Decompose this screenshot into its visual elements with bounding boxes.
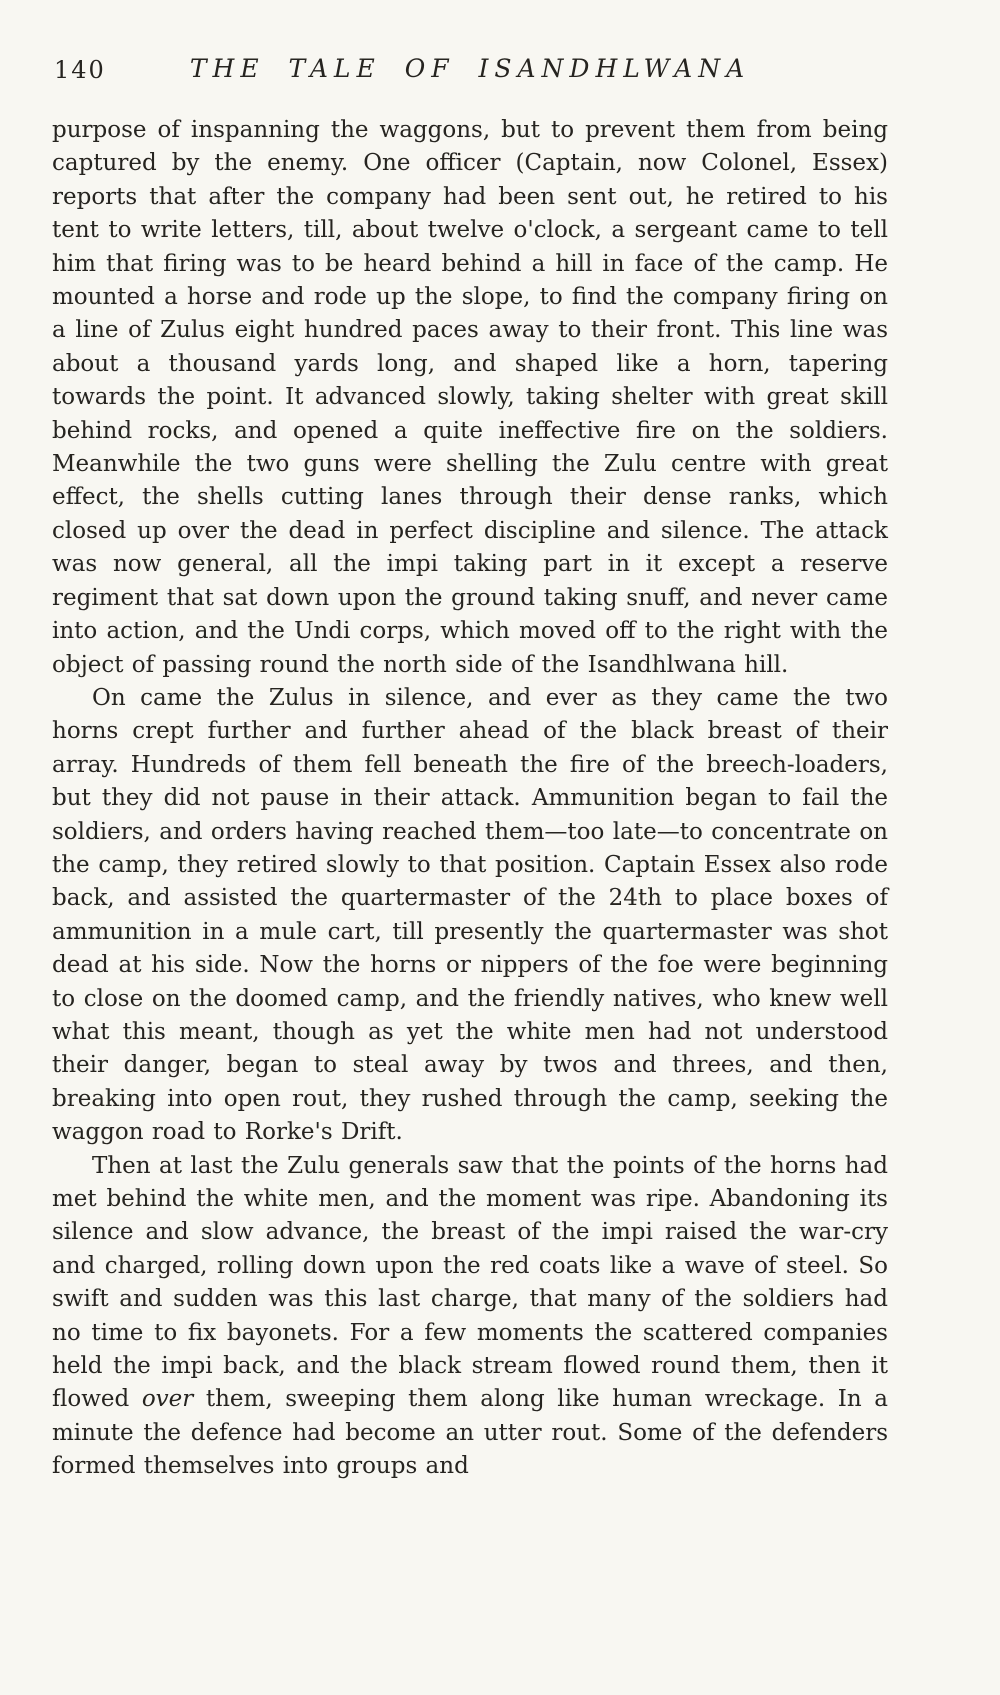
paragraph-1: purpose of inspanning the waggons, but to prevent them from being captured by the enemy. One officer (Captain, now Colonel, Essex) reports that after the company had been sent out, he retired to his tent to write letters, till, about twelve o'clock, a sergeant came to tell him that firing was to be heard behind a hill in face of the camp. He mounted a horse and rode up the slope, to find the company firing on a line of Zulus eight hundred paces away to their front. This line was about a thousand yards long, and shaped like a horn, tapering towards the point. It advanced slowly, taking shelter with great skill behind rocks, and opened a quite ineffective fire on the soldiers. Meanwhile the two guns were shelling the Zulu centre with great effect, the shells cutting lanes through their dense ranks, which closed up over the dead in perfect discipline and silence. The attack was now general, all the impi taking part in it except a reserve regiment that sat down upon the ground taking snuff, and never came into action, and the Undi corps, which moved off to the right with the object of passing round the north side of the Isandhlwana hill. (52, 117, 888, 678)
paragraph-3 (52, 1150, 888, 1484)
page-number: 140 (54, 56, 106, 84)
paragraph-3-text-after: them, sweeping them along like human wreckage. In a minute the defence had become an utter rout. Some of the defenders formed themselves into groups and (52, 1386, 888, 1480)
page-body (52, 114, 888, 1484)
paragraph-2: On came the Zulus in silence, and ever as they came the two horns crept further and further ahead of the black breast of their array. Hundreds of them fell beneath the fire of the breech-loaders, but they did not pause in their attack. Ammunition began to fail the soldiers, and orders having reached them—too late—to concentrate on the camp, they retired slowly to that position. Captain Essex also rode back, and assisted the quartermaster of the 24th to place boxes of ammunition in a mule cart, till presently the quartermaster was shot dead at his side. Now the horns or nippers of the foe were beginning to close on the doomed camp, and the friendly natives, who knew well what this meant, though as yet the white men had not understood their danger, began to steal away by twos and threes, and then, breaking into open rout, they rushed through the camp, seeking the waggon road to Rorke's Drift. (52, 684, 888, 1146)
paragraph-3-italic-word: over (141, 1386, 194, 1413)
page-header (52, 52, 888, 96)
paragraph-3-text-before: Then at last the Zulu generals saw that the points of the horns had met behind the white men, and the moment was ripe. Abandoning its silence and slow advance, the breast of the impi raised the war-cry and charged, rolling down upon the red coats like a wave of steel. So swift and sudden was this last charge, that many of the soldiers had no time to fix bayonets. For a few moments the scattered companies held the impi back, and the black stream flowed round them, then it flowed (52, 1152, 888, 1413)
running-title: THE TALE OF ISANDHLWANA (189, 54, 751, 83)
